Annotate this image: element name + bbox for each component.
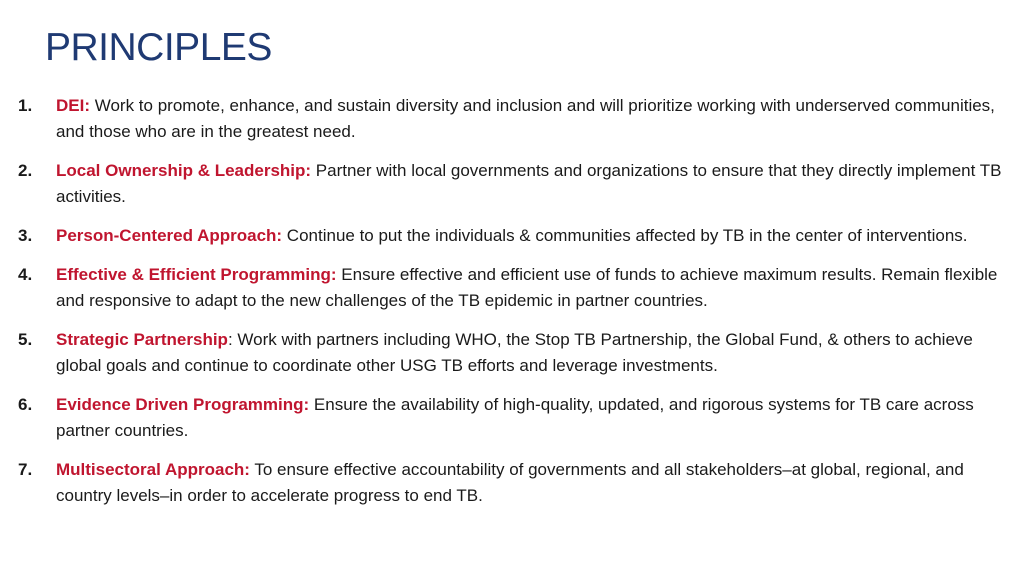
item-label: Local Ownership & Leadership: bbox=[56, 161, 312, 180]
item-label: Strategic Partnership bbox=[56, 330, 228, 349]
list-item bbox=[18, 262, 1008, 314]
item-number: 7. bbox=[18, 460, 33, 479]
item-text: Work to promote, enhance, and sustain diversity and inclusion and will prioritize working with underserved communities, and those who are in the greatest need. bbox=[56, 96, 995, 141]
item-label: DEI: bbox=[56, 96, 90, 115]
item-number: 6. bbox=[18, 395, 33, 414]
item-label: Effective & Efficient Programming: bbox=[56, 265, 337, 284]
item-text: : Work with partners including WHO, the Stop TB Partnership, the Global Fund, & others to achieve global goals and continue to coordinate other USG TB efforts and leverage investments. bbox=[56, 330, 973, 375]
list-item bbox=[18, 158, 1008, 210]
item-text: Partner with local governments and organizations to ensure that they directly implement TB activities. bbox=[56, 161, 1002, 206]
item-number: 5. bbox=[18, 330, 33, 349]
item-text: Continue to put the individuals & communities affected by TB in the center of interventions. bbox=[282, 226, 968, 245]
item-label: Multisectoral Approach: bbox=[56, 460, 250, 479]
list-item bbox=[18, 457, 1008, 509]
item-number: 2. bbox=[18, 161, 33, 180]
item-number: 3. bbox=[18, 226, 33, 245]
list-item bbox=[18, 392, 1008, 444]
item-label: Evidence Driven Programming: bbox=[56, 395, 310, 414]
item-number: 4. bbox=[18, 265, 33, 284]
list-item bbox=[18, 327, 1008, 379]
list-item bbox=[18, 223, 1008, 249]
page-title: PRINCIPLES bbox=[45, 26, 272, 69]
principles-list bbox=[18, 93, 1008, 522]
list-item bbox=[18, 93, 1008, 145]
item-label: Person-Centered Approach: bbox=[56, 226, 283, 245]
item-text: Ensure the availability of high-quality, updated, and rigorous systems for TB care across partner countries. bbox=[56, 395, 974, 440]
item-number: 1. bbox=[18, 96, 33, 115]
item-text: To ensure effective accountability of governments and all stakeholders–at global, regional, and country levels–in order to accelerate progress to end TB. bbox=[56, 460, 964, 505]
item-text: Ensure effective and efficient use of funds to achieve maximum results. Remain flexible and responsive to adapt to the new challenges of the TB epidemic in partner countries. bbox=[56, 265, 998, 310]
